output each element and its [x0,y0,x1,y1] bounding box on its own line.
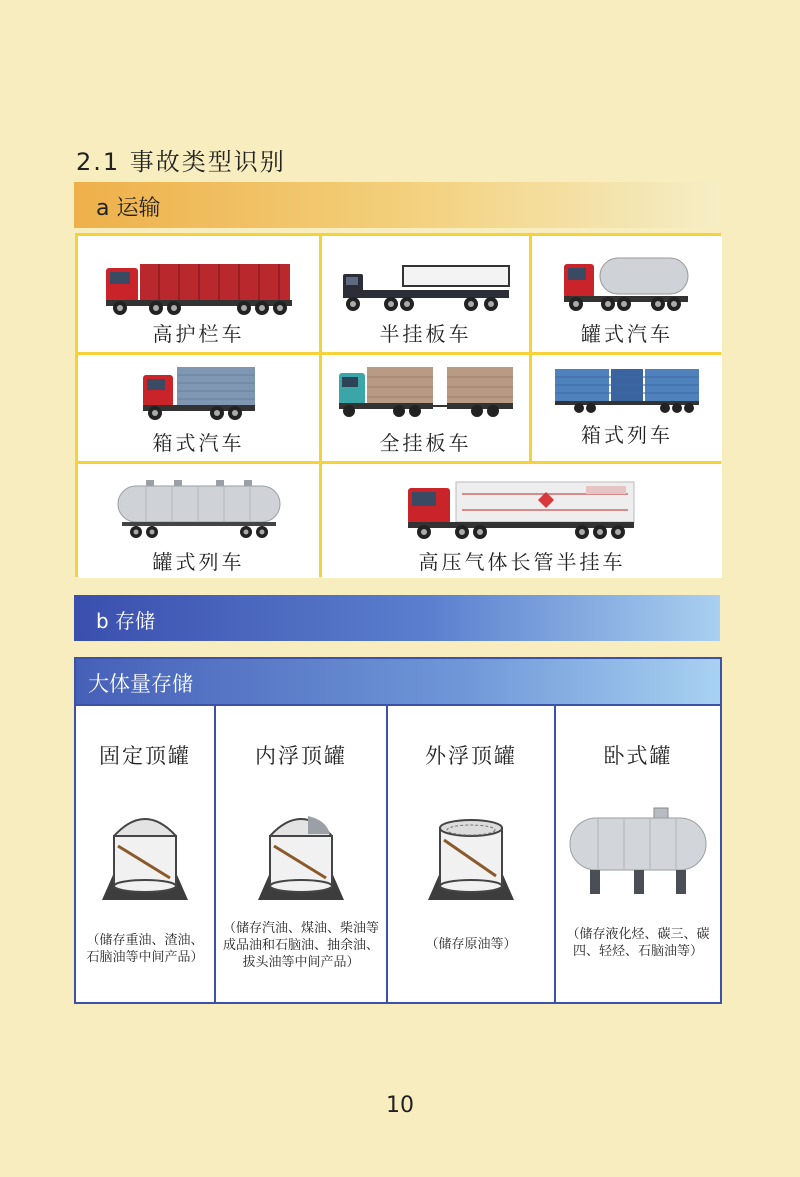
internal-floating-roof-tank-icon [256,806,346,902]
horizontal-tank-icon [568,806,708,902]
transport-band [74,182,720,228]
vehicle-cell-tank-train [78,464,319,578]
tank-name: 外浮顶罐 [425,744,517,768]
tank-name: 固定顶罐 [99,744,191,768]
vehicle-cell-tube-trailer [322,464,722,578]
tank-fixed-roof [76,706,214,1002]
bulk-storage-title: 大体量存储 [88,672,193,696]
box-truck-icon [141,365,257,421]
section-heading: 2.1 事故类型识别 [76,148,286,176]
tank-external-floating-roof [388,706,554,1002]
tank-description: （储存汽油、煤油、柴油等成品油和石脑油、抽余油、拔头油等中间产品） [222,921,379,970]
page-number: 10 [386,1093,414,1118]
vehicle-cell-semi-trailer [322,236,529,352]
bulk-storage-panel [74,657,722,1004]
vehicle-cell-tank-truck [532,236,722,352]
external-floating-roof-tank-icon [426,806,516,902]
bulk-storage-header [76,659,720,704]
transport-grid [75,233,721,577]
storage-band [74,595,720,641]
vehicle-label: 半挂板车 [379,322,472,346]
transport-label: a 运输 [96,196,161,221]
vehicle-cell-box-truck [78,355,319,461]
storage-label: b 存储 [96,609,156,633]
vehicle-cell-box-train [532,355,722,461]
tank-description: （储存重油、渣油、石脑油等中间产品） [86,933,204,965]
vehicle-label: 全挂板车 [379,431,472,455]
tank-train-icon [116,480,282,542]
tank-name: 内浮顶罐 [255,744,347,768]
tank-internal-floating-roof [216,706,386,1002]
vehicle-label: 箱式汽车 [152,431,245,455]
tank-description: （储存液化烃、碳三、碳四、轻烃、石脑油等） [566,927,710,959]
vehicle-label: 高护栏车 [152,322,245,346]
vehicle-label: 高压气体长管半挂车 [418,550,626,574]
tank-truck-icon [562,256,692,312]
tank-grid [76,706,720,1002]
tank-horizontal [556,706,720,1002]
fixed-roof-tank-icon [100,806,190,902]
semi-trailer-icon [341,264,511,314]
vehicle-label: 罐式汽车 [581,322,673,346]
full-trailer-icon [337,365,515,419]
tank-name: 卧式罐 [603,744,673,768]
high-rail-truck-icon [104,260,294,316]
vehicle-label: 罐式列车 [152,550,245,574]
tube-trailer-icon [406,480,638,542]
vehicle-cell-high-rail-truck [78,236,319,352]
tank-description: （储存原油等） [425,937,517,952]
box-train-icon [553,365,701,415]
vehicle-cell-full-trailer [322,355,529,461]
vehicle-label: 箱式列车 [581,423,673,447]
